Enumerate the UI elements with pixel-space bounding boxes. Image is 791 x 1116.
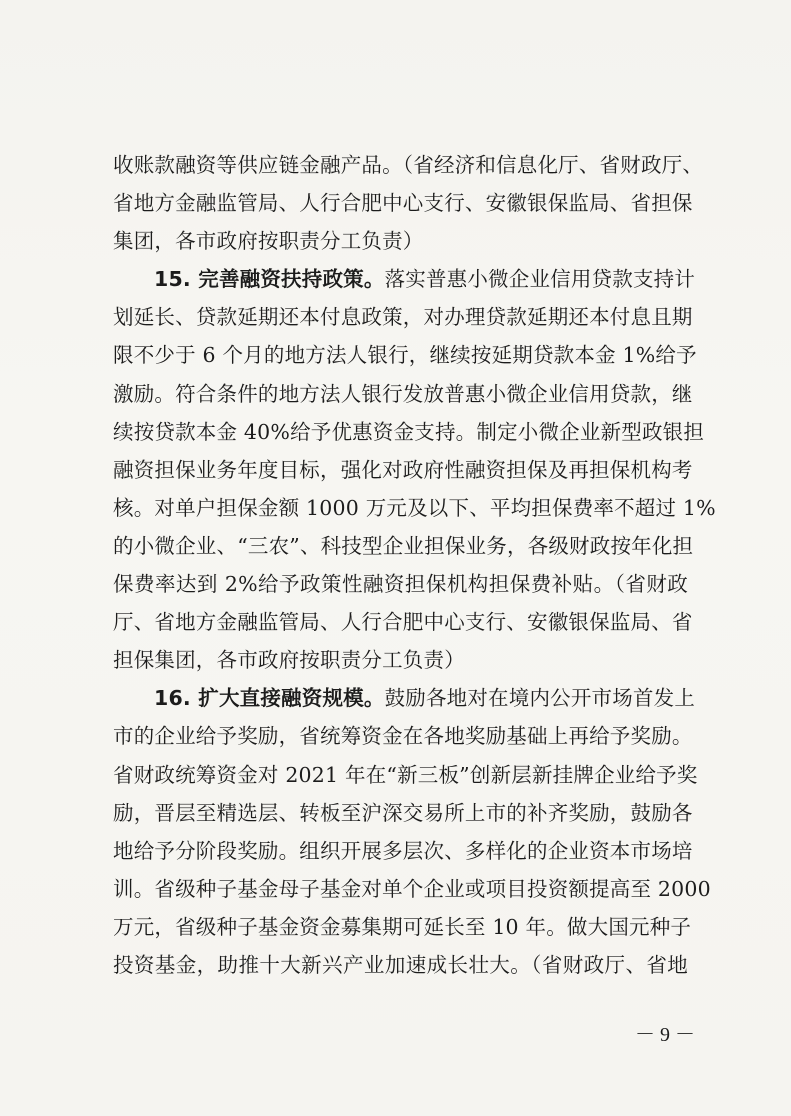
text-line: 市的企业给予奖励，省统筹资金在各地奖励基础上再给予奖励。 [113,724,693,749]
text-line: 核。对单户担保金额 1000 万元及以下、平均担保费率不超过 1% [113,495,716,520]
text-line: 划延长、贷款延期还本付息政策，对办理贷款延期还本付息且期 [113,305,693,330]
text-line: 限不少于 6 个月的地方法人银行，继续按延期贷款本金 1%给予 [113,343,697,368]
text-span: 落实普惠小微企业信用贷款支持计 [384,267,696,292]
text-line [113,260,696,298]
text-line: 集团，各市政府按职责分工负责） [113,229,424,254]
paragraph-16 [113,679,711,984]
document-body [113,146,716,984]
text-span: 鼓励各地对在境内公开市场首发上 [384,686,696,711]
text-line: 地给予分阶段奖励。组织开展多层次、多样化的企业资本市场培 [113,838,693,863]
text-line: 厅、省地方金融监管局、人行合肥中心支行、安徽银保监局、省 [113,610,693,635]
text-line: 万元，省级种子基金资金募集期可延长至 10 年。做大国元种子 [113,914,692,939]
section-heading-15: 15. 完善融资扶持政策。 [154,267,385,292]
text-line: 训。省级种子基金母子基金对单个企业或项目投资额提高至 2000 [113,876,711,901]
text-line: 的小微企业、“三农”、科技型企业担保业务，各级财政按年化担 [113,533,694,558]
text-line: 收账款融资等供应链金融产品。（省经济和信息化厅、省财政厅、 [113,153,704,177]
paragraph-continuation [113,146,704,260]
text-line: 省地方金融监管局、人行合肥中心支行、安徽银保监局、省担保 [113,191,693,216]
text-line: 投资基金，助推十大新兴产业加速成长壮大。（省财政厅、省地 [113,952,688,977]
section-heading-16: 16. 扩大直接融资规模。 [154,686,385,711]
page-number: － 9 － [635,1024,695,1046]
text-line: 保费率达到 2%给予政策性融资担保机构担保费补贴。（省财政 [113,572,688,597]
text-line: 激励。符合条件的地方法人银行发放普惠小微企业信用贷款，继 [113,381,693,406]
text-line: 续按贷款本金 40%给予优惠资金支持。制定小微企业新型政银担 [113,419,705,444]
text-line: 融资担保业务年度目标，强化对政府性融资担保及再担保机构考 [113,457,693,482]
text-line [113,679,696,717]
text-line: 担保集团，各市政府按职责分工负责） [113,648,465,673]
paragraph-15 [113,260,716,679]
text-line: 励，晋层至精选层、转板至沪深交易所上市的补齐奖励，鼓励各 [113,800,693,825]
text-line: 省财政统筹资金对 2021 年在“新三板”创新层新挂牌企业给予奖 [113,762,698,787]
